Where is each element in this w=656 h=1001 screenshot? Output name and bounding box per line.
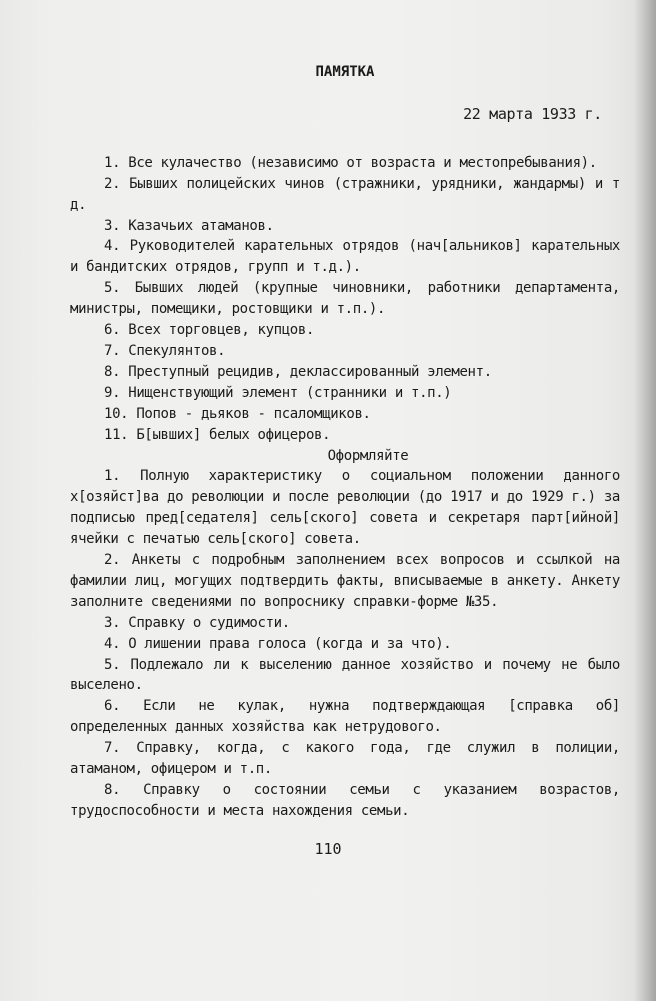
list-item: 2. Анкеты с подробным заполнением всех вопросов и ссылкой на фамилии лиц, могущих подтвердить факты, вписываемые в анкету. Анкету заполните сведениями по вопроснику справки-форме №35. xyxy=(70,552,620,610)
list-item: 3. Казачьих атаманов. xyxy=(104,217,274,234)
list-item: 4. Руководителей карательных отрядов (нач[альников] карательных и бандитских отрядов, групп и т.д.). xyxy=(70,238,620,276)
memo-title: ПАМЯТКА xyxy=(315,64,375,80)
section-heading: Оформляйте xyxy=(327,447,409,464)
memo-body xyxy=(70,62,620,822)
list-item: 5. Подлежало ли к выселению данное хозяйство и почему не было выселено. xyxy=(70,656,620,694)
list-item: 1. Полную характеристику о социальном положении данного х[озяйст]ва до революции и после революции (до 1917 и до 1929 г.) за подписью пред[седателя] сель[ского] совета и секретаря парт[ийной] ячейки с печатью сель[ского] совета. xyxy=(70,468,620,548)
memo-date: 22 марта 1933 г. xyxy=(463,104,602,123)
list-item: 4. О лишении права голоса (когда и за что). xyxy=(104,635,452,652)
list-item: 9. Нищенствующий элемент (странники и т.п.) xyxy=(104,384,452,401)
list-item: 6. Всех торговцев, купцов. xyxy=(104,322,315,339)
list-item: 8. Справку о состоянии семьи с указанием возрастов, трудоспособности и места нахождения семьи. xyxy=(70,782,620,819)
list-item: 10. Попов - дьяков - псаломщиков. xyxy=(104,405,371,422)
list-item: 7. Спекулянтов. xyxy=(104,342,226,359)
list-item: 3. Справку о судимости. xyxy=(104,614,290,631)
list-item: 2. Бывших полицейских чинов (стражники, урядники, жандармы) и т д. xyxy=(70,175,620,213)
list-item: 5. Бывших людей (крупные чиновники, работники департамента, министры, помещики, ростовщики и т.п.). xyxy=(70,280,620,318)
list-item: 8. Преступный рецидив, деклассированный элемент. xyxy=(104,363,492,380)
list-item: 6. Если не кулак, нужна подтверждающая [справка об] определенных данных хозяйства как нетрудового. xyxy=(70,698,620,736)
page-number: 110 xyxy=(314,840,342,858)
list-item: 11. Б[ывших] белых офицеров. xyxy=(104,426,331,443)
list-item: 7. Справку, когда, с какого года, где служил в полиции, атаманом, офицером и т.п. xyxy=(70,740,620,778)
list-item: 1. Все кулачество (независимо от возраста и местопребывания). xyxy=(104,154,597,171)
